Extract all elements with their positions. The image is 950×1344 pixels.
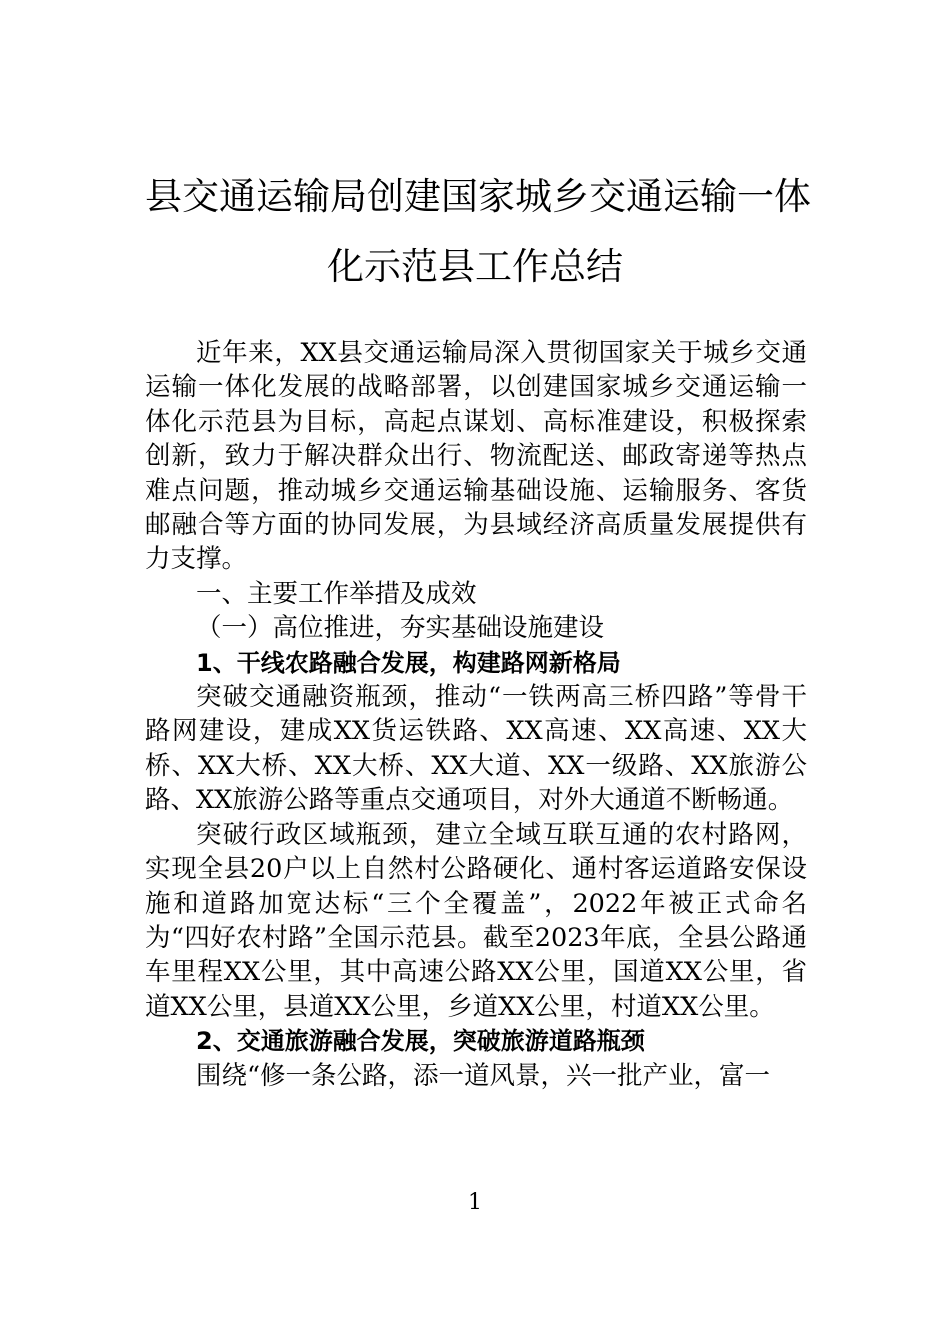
document-body [145,336,807,1093]
item-2-paragraph-1: 围绕“修一条公路，添一道风景，兴一批产业，富一 [196,1060,771,1091]
intro-paragraph: 近年来，XX县交通运输局深入贯彻国家关于城乡交通运输一体化发展的战略部署，以创建国家城乡交通运输一体化示范县为目标，高起点谋划、高标准建设，积极探索创新，致力于解决群众出行、物流配送、邮政寄递等热点难点问题，推动城乡交通运输基础设施、运输服务、客货邮融合等方面的协同发展，为县域经济高质量发展提供有力支撑。 [145,338,807,575]
page-number: 1 [468,1190,482,1215]
item-1-paragraph-1: 突破交通融资瓶颈，推动“一铁两高三桥四路”等骨干路网建设，建成XX货运铁路、XX高速、XX高速、XX大桥、XX大桥、XX大桥、XX大道、XX一级路、XX旅游公路、XX旅游公路等重点交通项目，对外大通道不断畅通。 [145,682,807,816]
document-title-line-1: 县交通运输局创建国家城乡交通运输一体 [145,175,811,218]
item-1-title: 1、干线农路融合发展，构建路网新格局 [196,648,621,677]
item-1-paragraph-2: 突破行政区域瓶颈，建立全域互联互通的农村路网，实现全县20户以上自然村公路硬化、通村客运道路安保设施和道路加宽达标“三个全覆盖”，2022年被正式命名为“四好农村路”全国示范县。截至2023年底，全县公路通车里程XX公里，其中高速公路XX公里，国道XX公里，省道XX公里，县道XX公里，乡道XX公里，村道XX公里。 [145,819,807,1022]
item-2-title: 2、交通旅游融合发展，突破旅游道路瓶颈 [196,1027,645,1056]
subsection-heading-1: （一）高位推进，夯实基础设施建设 [196,613,605,644]
section-heading-1: 一、主要工作举措及成效 [196,578,477,609]
document-title-line-2: 化示范县工作总结 [327,245,623,288]
